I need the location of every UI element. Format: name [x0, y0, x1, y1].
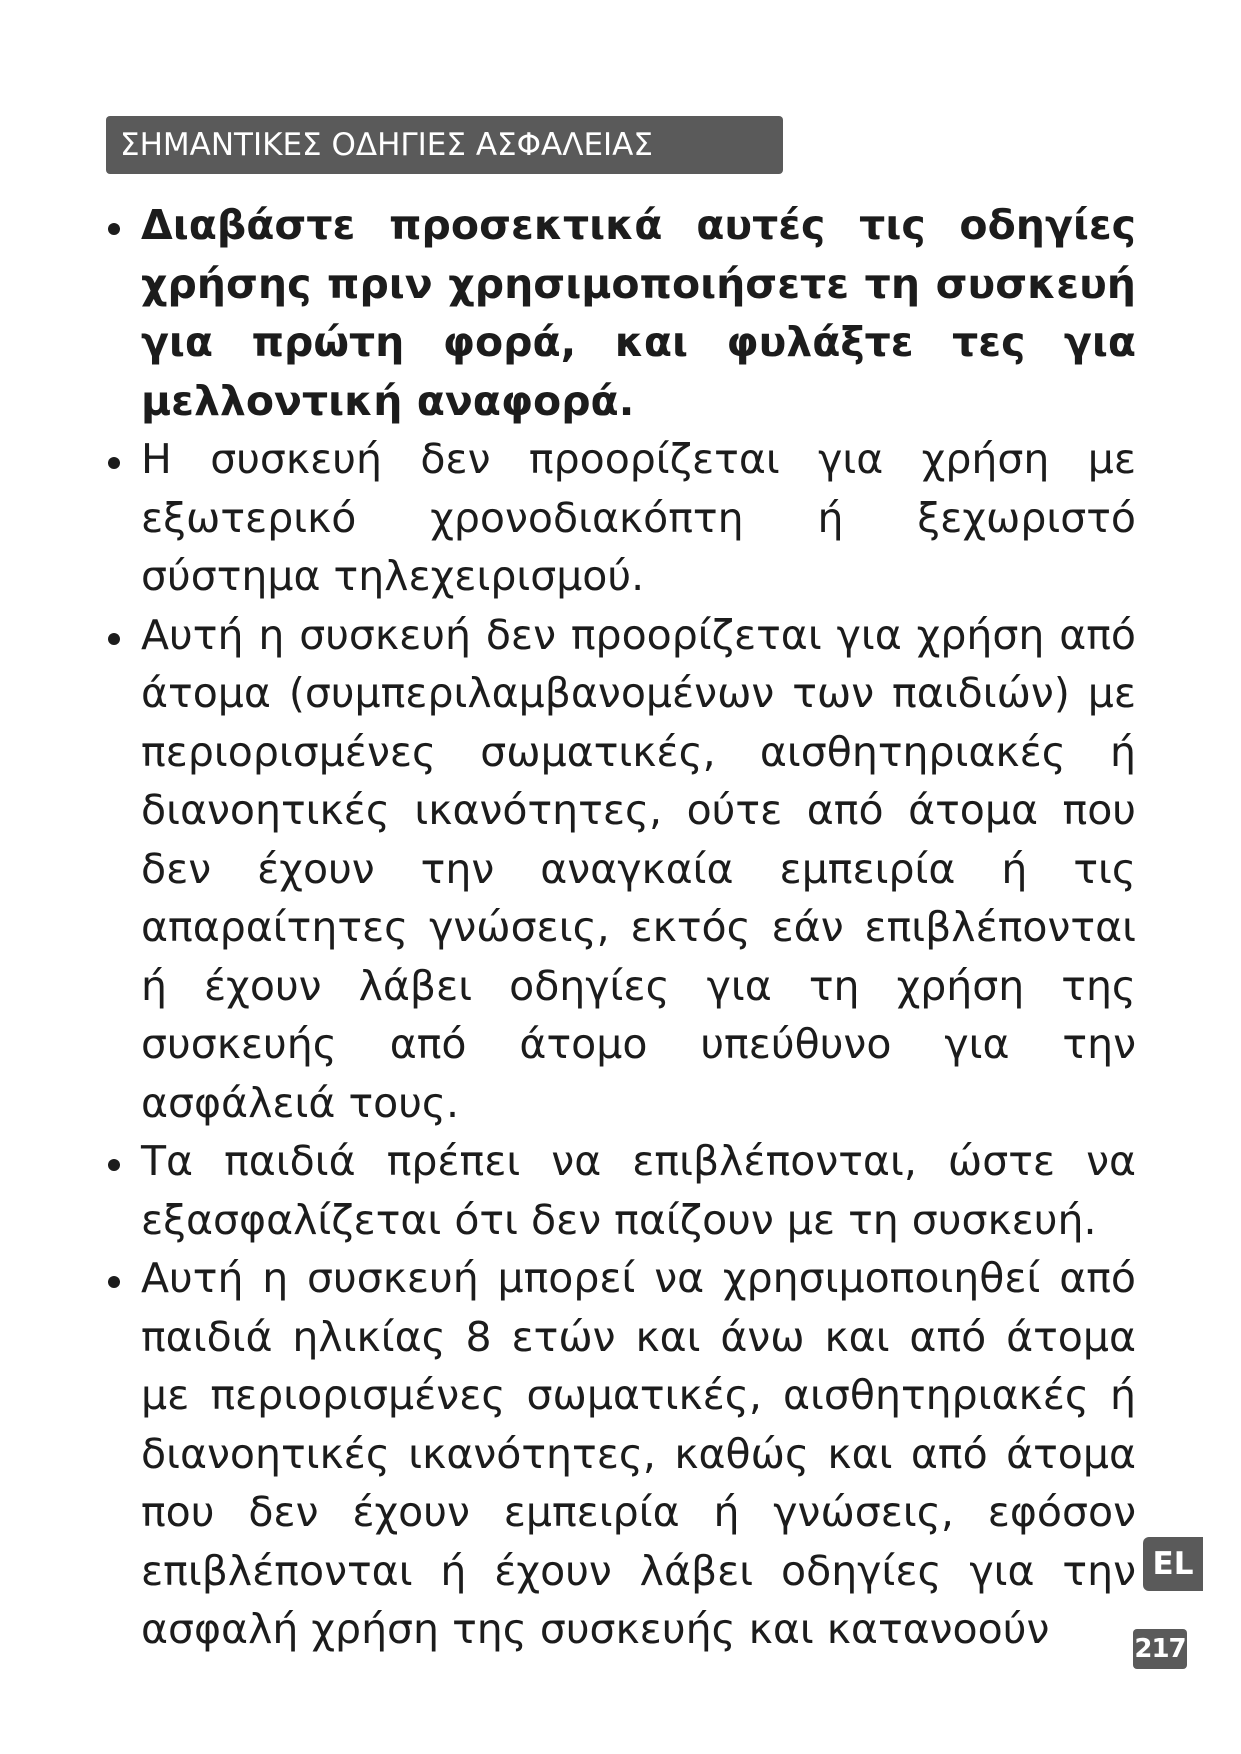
instruction-item: [106, 606, 1136, 1133]
instruction-text: Αυτή η συσκευή μπορεί να χρησιμοποιηθεί από παιδιά ηλικίας 8 ετών και άνω και από άτομα με περιορισμένες σωματικές, αισθητηριακές ή διανοητικές ικανότητες, καθώς και από άτομα που δεν έχουν εμπειρία ή γνώσεις, εφόσον επιβλέπονται ή έχουν λάβει οδηγίες για την ασφαλή χρήση της συσκευής και κατανοούν: [141, 1254, 1136, 1653]
instruction-text: Αυτή η συσκευή δεν προορίζεται για χρήση από άτομα (συμπεριλαμβανομένων των παιδιών) με περιορισμένες σωματικές, αισθητηριακές ή διανοητικές ικανότητες, ούτε από άτομα που δεν έχουν την αναγκαία εμπειρία ή τις απαραίτητες γνώσεις, εκτός εάν επιβλέπονται ή έχουν λάβει οδηγίες για τη χρήση της συσκευής από άτομο υπεύθυνο για την ασφάλειά τους.: [141, 610, 1136, 1127]
bullet-icon: [108, 1276, 120, 1288]
bullet-icon: [108, 633, 120, 645]
bullet-icon: [108, 1159, 120, 1171]
instruction-text: Η συσκευή δεν προορίζεται για χρήση με εξωτερικό χρονοδιακόπτη ή ξεχωριστό σύστημα τηλεχειρισμού.: [141, 435, 1136, 600]
instruction-item: [106, 430, 1136, 606]
page-number: 217: [1133, 1629, 1187, 1669]
instruction-item: [106, 1132, 1136, 1249]
safety-instructions-list: [106, 196, 1136, 1659]
bullet-icon: [108, 223, 120, 235]
bullet-icon: [108, 457, 120, 469]
instruction-text: Διαβάστε προσεκτικά αυτές τις οδηγίες χρήσης πριν χρησιμοποιήσετε τη συσκευή για πρώτη φορά, και φυλάξτε τες για μελλοντική αναφορά.: [141, 201, 1136, 425]
instruction-text: Τα παιδιά πρέπει να επιβλέπονται, ώστε να εξασφαλίζεται ότι δεν παίζουν με τη συσκευή.: [141, 1137, 1136, 1244]
instruction-item: [106, 196, 1136, 430]
instruction-item: [106, 1249, 1136, 1659]
language-tab: EL: [1143, 1537, 1203, 1591]
section-title: ΣΗΜΑΝΤΙΚΕΣ ΟΔΗΓΙΕΣ ΑΣΦΑΛΕΙΑΣ: [106, 116, 783, 174]
